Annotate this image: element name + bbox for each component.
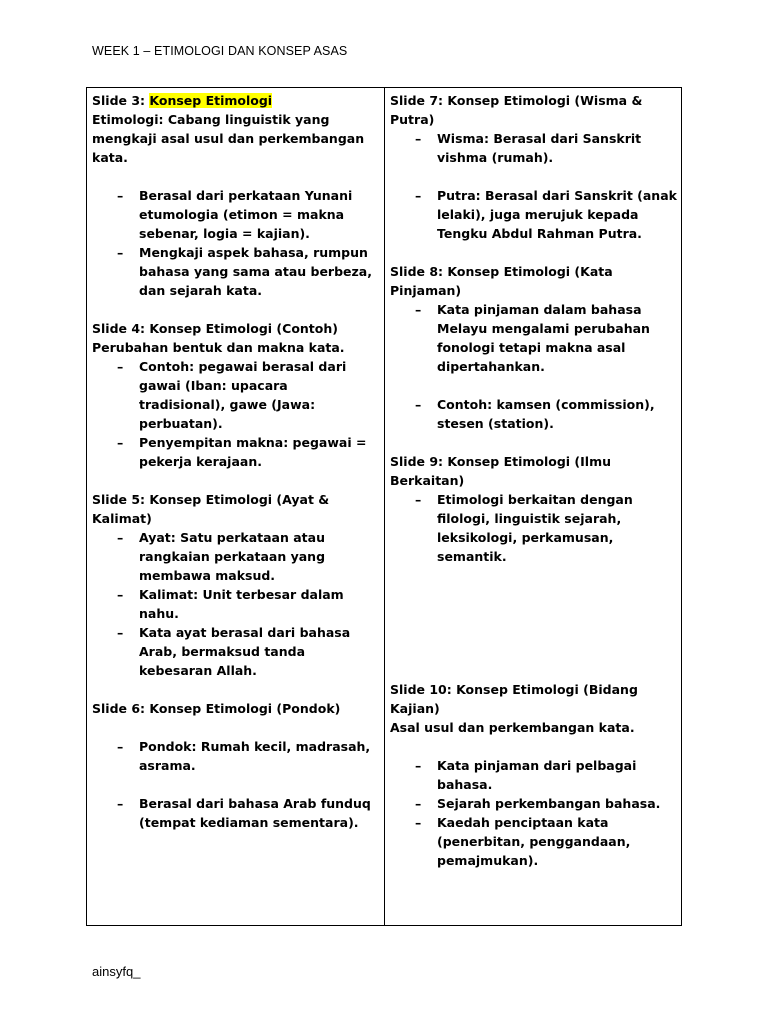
left-column xyxy=(92,91,377,832)
bullet-item: – Berasal dari perkataan Yunani etumologia (etimon = makna sebenar, logia = kajian). xyxy=(92,186,377,243)
bullet-item: – Ayat: Satu perkataan atau rangkaian perkataan yang membawa maksud. xyxy=(92,528,377,585)
slide4-heading: Slide 4: Konsep Etimologi (Contoh) xyxy=(92,321,338,336)
bullet-item: – Kaedah penciptaan kata (penerbitan, penggandaan, pemajmukan). xyxy=(390,813,678,870)
bullet-item: – Berasal dari bahasa Arab funduq (tempat kediaman sementara). xyxy=(92,794,377,832)
slide7-heading: Slide 7: Konsep Etimologi (Wisma & Putra) xyxy=(390,93,643,127)
slide4-intro: Perubahan bentuk dan makna kata. xyxy=(92,340,345,355)
bullet-item: – Penyempitan makna: pegawai = pekerja kerajaan. xyxy=(92,433,377,471)
bullet-item: – Etimologi berkaitan dengan filologi, linguistik sejarah, leksikologi, perkamusan, semantik. xyxy=(390,490,678,566)
slide7-bullets-2 xyxy=(390,186,678,243)
bullet-item: – Kalimat: Unit terbesar dalam nahu. xyxy=(92,585,377,623)
slide3-bullets xyxy=(92,186,377,300)
column-divider xyxy=(384,88,385,925)
slide6-bullets-1 xyxy=(92,737,377,775)
slide3-heading-prefix: Slide 3: xyxy=(92,93,150,108)
slide5-section xyxy=(92,490,377,680)
notes-table xyxy=(86,87,682,926)
document-footer: ainsyfq_ xyxy=(92,964,141,979)
bullet-item: – Pondok: Rumah kecil, madrasah, asrama. xyxy=(92,737,377,775)
slide7-bullets-1 xyxy=(390,129,678,167)
slide4-section xyxy=(92,319,377,471)
slide10-bullets xyxy=(390,756,678,870)
bullet-item: – Kata pinjaman dari pelbagai bahasa. xyxy=(390,756,678,794)
slide5-heading: Slide 5: Konsep Etimologi (Ayat & Kalimat) xyxy=(92,492,330,526)
slide4-bullets xyxy=(92,357,377,471)
slide3-intro: Etimologi: Cabang linguistik yang mengkaji asal usul dan perkembangan kata. xyxy=(92,112,365,165)
bullet-item: – Contoh: kamsen (commission), stesen (station). xyxy=(390,395,678,433)
bullet-item: – Mengkaji aspek bahasa, rumpun bahasa yang sama atau berbeza, dan sejarah kata. xyxy=(92,243,377,300)
slide5-bullets xyxy=(92,528,377,680)
slide3-section xyxy=(92,91,377,300)
document-header: WEEK 1 – ETIMOLOGI DAN KONSEP ASAS xyxy=(92,44,348,58)
slide10-intro: Asal usul dan perkembangan kata. xyxy=(390,720,635,735)
slide8-bullets-1 xyxy=(390,300,678,376)
bullet-item: – Putra: Berasal dari Sanskrit (anak lelaki), juga merujuk kepada Tengku Abdul Rahman Putra. xyxy=(390,186,678,243)
bullet-item: – Sejarah perkembangan bahasa. xyxy=(390,794,678,813)
slide8-section xyxy=(390,262,678,433)
slide3-heading-highlight: Konsep Etimologi xyxy=(149,93,273,108)
right-column xyxy=(390,91,678,870)
slide7-section xyxy=(390,91,678,243)
slide10-section xyxy=(390,680,678,870)
slide9-heading: Slide 9: Konsep Etimologi (Ilmu Berkaitan) xyxy=(390,454,612,488)
slide6-section xyxy=(92,699,377,832)
slide8-heading: Slide 8: Konsep Etimologi (Kata Pinjaman) xyxy=(390,264,613,298)
slide9-bullets xyxy=(390,490,678,566)
slide10-heading: Slide 10: Konsep Etimologi (Bidang Kajian) xyxy=(390,682,638,716)
bullet-item: – Kata pinjaman dalam bahasa Melayu mengalami perubahan fonologi tetapi makna asal dipertahankan. xyxy=(390,300,678,376)
slide8-bullets-2 xyxy=(390,395,678,433)
slide6-bullets-2 xyxy=(92,794,377,832)
bullet-item: – Contoh: pegawai berasal dari gawai (Iban: upacara tradisional), gawe (Jawa: perbuatan). xyxy=(92,357,377,433)
bullet-item: – Kata ayat berasal dari bahasa Arab, bermaksud tanda kebesaran Allah. xyxy=(92,623,377,680)
slide3-heading xyxy=(92,91,377,110)
bullet-item: – Wisma: Berasal dari Sanskrit vishma (rumah). xyxy=(390,129,678,167)
slide9-section xyxy=(390,452,678,566)
slide6-heading: Slide 6: Konsep Etimologi (Pondok) xyxy=(92,701,341,716)
